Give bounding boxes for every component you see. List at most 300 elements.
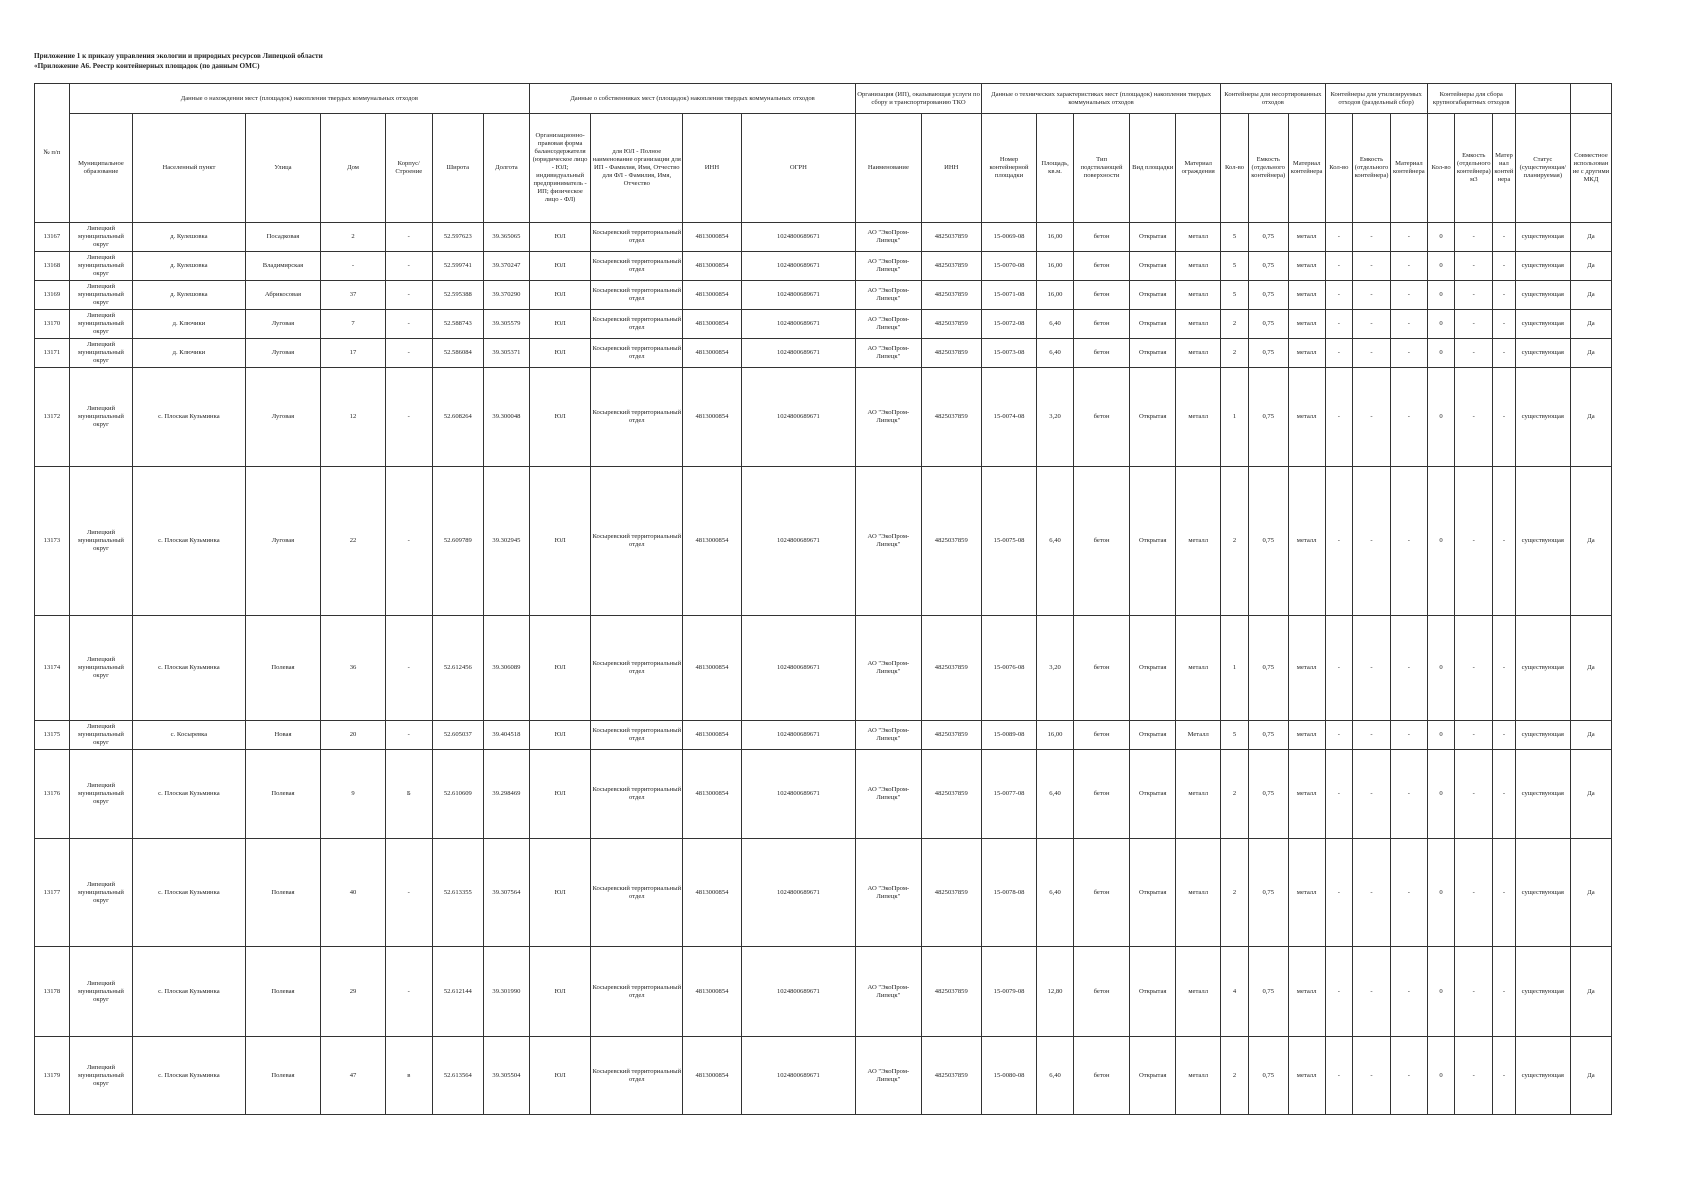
cell-mun: Липецкий муниципальный округ [69,339,132,368]
cell-form: ЮЛ [529,1037,590,1115]
cell-rm: - [1390,339,1427,368]
cell-uc: 5 [1221,721,1249,750]
col-recycled-material: Материал контейнера [1390,114,1427,223]
cell-op: АО "ЭкоПром-Липецк" [856,281,921,310]
cell-fence: металл [1176,467,1221,616]
cell-lat: 52.588743 [432,310,483,339]
col-unsorted-material: Материал контейнера [1288,114,1325,223]
cell-fence: металл [1176,616,1221,721]
table-row [35,368,1612,467]
cell-rm: - [1390,616,1427,721]
title-line-1: Приложение 1 к приказу управления экологии и природных ресурсов Липецкой области [34,52,323,60]
cell-rv: - [1353,339,1391,368]
cell-status: существующая [1515,281,1570,310]
cell-form: ЮЛ [529,721,590,750]
cell-set: д. Кулешовка [133,281,245,310]
cell-street: Луговая [245,368,321,467]
cell-street: Полевая [245,1037,321,1115]
cell-site: 15-0089-08 [981,721,1036,750]
cell-rv: - [1353,721,1391,750]
cell-set: с. Косыревка [133,721,245,750]
cell-uv: 0,75 [1248,310,1288,339]
cell-um: металл [1288,368,1325,467]
cell-bv: - [1455,223,1493,252]
cell-type: Открытая [1130,721,1176,750]
cell-ogrn: 1024800689671 [741,223,856,252]
cell-surf: бетон [1073,750,1129,839]
cell-site: 15-0080-08 [981,1037,1036,1115]
cell-uc: 5 [1221,281,1249,310]
cell-surf: бетон [1073,947,1129,1037]
group-tech: Данные о технических характеристиках мест (площадок) накопления твердых коммунальных отходов [981,84,1220,114]
cell-shared: Да [1570,616,1611,721]
cell-lat: 52.597623 [432,223,483,252]
cell-bv: - [1455,750,1493,839]
cell-um: металл [1288,281,1325,310]
cell-bld: - [385,947,432,1037]
cell-rc: - [1325,616,1353,721]
col-surface: Тип подстилающей поверхности [1073,114,1129,223]
cell-set: д. Ключики [133,310,245,339]
cell-owner: Косыревский территориальный отдел [591,616,683,721]
cell-bv: - [1455,252,1493,281]
cell-op: АО "ЭкоПром-Липецк" [856,368,921,467]
cell-street: Полевая [245,839,321,947]
cell-op: АО "ЭкоПром-Липецк" [856,721,921,750]
cell-fence: металл [1176,223,1221,252]
col-latitude: Широта [432,114,483,223]
cell-area: 6,40 [1037,339,1074,368]
col-bulky-count: Кол-во [1427,114,1455,223]
cell-bc: 0 [1427,223,1455,252]
cell-uv: 0,75 [1248,1037,1288,1115]
cell-um: металл [1288,721,1325,750]
cell-n: 13175 [35,721,70,750]
cell-opinn: 4825037859 [921,310,981,339]
document-title [34,52,323,71]
cell-rv: - [1353,281,1391,310]
cell-bc: 0 [1427,839,1455,947]
cell-status: существующая [1515,839,1570,947]
cell-shared: Да [1570,368,1611,467]
cell-mun: Липецкий муниципальный округ [69,252,132,281]
cell-form: ЮЛ [529,839,590,947]
table-row [35,839,1612,947]
cell-mun: Липецкий муниципальный округ [69,467,132,616]
cell-form: ЮЛ [529,223,590,252]
cell-uv: 0,75 [1248,281,1288,310]
cell-lon: 39.305579 [483,310,529,339]
cell-house: 12 [321,368,385,467]
cell-lon: 39.306089 [483,616,529,721]
cell-status: существующая [1515,947,1570,1037]
cell-um: металл [1288,750,1325,839]
cell-street: Луговая [245,310,321,339]
cell-street: Абрикосовая [245,281,321,310]
cell-type: Открытая [1130,839,1176,947]
cell-uv: 0,75 [1248,467,1288,616]
cell-n: 13174 [35,616,70,721]
cell-area: 6,40 [1037,310,1074,339]
cell-shared: Да [1570,281,1611,310]
cell-bv: - [1455,721,1493,750]
cell-op: АО "ЭкоПром-Липецк" [856,750,921,839]
cell-form: ЮЛ [529,947,590,1037]
cell-opinn: 4825037859 [921,281,981,310]
cell-ogrn: 1024800689671 [741,310,856,339]
cell-form: ЮЛ [529,281,590,310]
col-area: Площадь, кв.м. [1037,114,1074,223]
cell-uc: 1 [1221,616,1249,721]
cell-owner: Косыревский территориальный отдел [591,368,683,467]
cell-rm: - [1390,467,1427,616]
cell-site: 15-0069-08 [981,223,1036,252]
cell-fence: Металл [1176,721,1221,750]
cell-mun: Липецкий муниципальный округ [69,721,132,750]
cell-uv: 0,75 [1248,947,1288,1037]
col-legal-form: Организационно-правовая форма балансодержателя (юридическое лицо - ЮЛ; индивидуальный предприниматель - ИП; физическое лицо - ФЛ) [529,114,590,223]
cell-set: с. Плоская Кузьминка [133,947,245,1037]
cell-um: металл [1288,947,1325,1037]
cell-type: Открытая [1130,223,1176,252]
cell-uv: 0,75 [1248,721,1288,750]
group-unsorted: Контейнеры для несортированных отходов [1221,84,1325,114]
cell-lon: 39.370290 [483,281,529,310]
cell-rc: - [1325,750,1353,839]
cell-set: с. Плоская Кузьминка [133,1037,245,1115]
cell-form: ЮЛ [529,467,590,616]
cell-area: 3,20 [1037,368,1074,467]
cell-rc: - [1325,1037,1353,1115]
cell-bm: - [1493,750,1516,839]
cell-mun: Липецкий муниципальный округ [69,310,132,339]
cell-uc: 2 [1221,1037,1249,1115]
cell-rm: - [1390,281,1427,310]
cell-n: 13168 [35,252,70,281]
cell-lon: 39.302945 [483,467,529,616]
cell-set: с. Плоская Кузьминка [133,616,245,721]
cell-uv: 0,75 [1248,223,1288,252]
cell-form: ЮЛ [529,252,590,281]
group-recycled: Контейнеры для утилизируемых отходов (раздельный сбор) [1325,84,1427,114]
cell-n: 13169 [35,281,70,310]
col-operator-inn: ИНН [921,114,981,223]
cell-op: АО "ЭкоПром-Липецк" [856,947,921,1037]
cell-lat: 52.599741 [432,252,483,281]
cell-type: Открытая [1130,252,1176,281]
col-inn: ИНН [683,114,741,223]
cell-lat: 52.613564 [432,1037,483,1115]
col-unsorted-count: Кол-во [1221,114,1249,223]
cell-rc: - [1325,310,1353,339]
cell-rm: - [1390,252,1427,281]
cell-n: 13178 [35,947,70,1037]
cell-lat: 52.613355 [432,839,483,947]
cell-rm: - [1390,721,1427,750]
cell-rv: - [1353,616,1391,721]
cell-rv: - [1353,368,1391,467]
cell-type: Открытая [1130,339,1176,368]
table-row [35,616,1612,721]
cell-bc: 0 [1427,339,1455,368]
cell-lat: 52.612144 [432,947,483,1037]
cell-house: 29 [321,947,385,1037]
cell-bld: - [385,223,432,252]
cell-fence: металл [1176,310,1221,339]
cell-um: металл [1288,252,1325,281]
cell-house: 2 [321,223,385,252]
cell-lon: 39.305504 [483,1037,529,1115]
cell-rm: - [1390,1037,1427,1115]
cell-area: 16,00 [1037,252,1074,281]
cell-lon: 39.307564 [483,839,529,947]
cell-uc: 2 [1221,310,1249,339]
cell-surf: бетон [1073,223,1129,252]
cell-opinn: 4825037859 [921,947,981,1037]
cell-rm: - [1390,947,1427,1037]
col-house: Дом [321,114,385,223]
col-street: Улица [245,114,321,223]
cell-mun: Липецкий муниципальный округ [69,1037,132,1115]
registry-body [35,223,1612,1115]
cell-lat: 52.609789 [432,467,483,616]
cell-surf: бетон [1073,839,1129,947]
table-row [35,721,1612,750]
cell-bld: - [385,721,432,750]
cell-bc: 0 [1427,750,1455,839]
cell-surf: бетон [1073,1037,1129,1115]
cell-op: АО "ЭкоПром-Липецк" [856,223,921,252]
cell-house: 17 [321,339,385,368]
cell-status: существующая [1515,223,1570,252]
cell-type: Открытая [1130,750,1176,839]
cell-bc: 0 [1427,467,1455,616]
cell-bm: - [1493,339,1516,368]
cell-owner: Косыревский территориальный отдел [591,947,683,1037]
cell-area: 16,00 [1037,721,1074,750]
cell-bm: - [1493,947,1516,1037]
cell-street: Посадковая [245,223,321,252]
cell-inn: 4813000854 [683,839,741,947]
cell-op: АО "ЭкоПром-Липецк" [856,616,921,721]
cell-type: Открытая [1130,368,1176,467]
cell-type: Открытая [1130,1037,1176,1115]
cell-uc: 2 [1221,839,1249,947]
cell-house: 36 [321,616,385,721]
cell-street: Полевая [245,616,321,721]
col-operator-name: Наименование [856,114,921,223]
cell-opinn: 4825037859 [921,467,981,616]
cell-lon: 39.404518 [483,721,529,750]
cell-house: - [321,252,385,281]
cell-op: АО "ЭкоПром-Липецк" [856,1037,921,1115]
cell-uv: 0,75 [1248,839,1288,947]
title-line-2: «Приложение А6. Реестр контейнерных площадок (по данным ОМС) [34,61,260,70]
cell-rc: - [1325,839,1353,947]
cell-uv: 0,75 [1248,616,1288,721]
cell-rm: - [1390,368,1427,467]
col-bulky-volume: Емкость (отдельного контейнера) м3 [1455,114,1493,223]
cell-bc: 0 [1427,1037,1455,1115]
cell-site: 15-0071-08 [981,281,1036,310]
col-recycled-count: Кол-во [1325,114,1353,223]
cell-street: Владимирская [245,252,321,281]
cell-bld: - [385,339,432,368]
cell-bm: - [1493,839,1516,947]
cell-inn: 4813000854 [683,252,741,281]
cell-form: ЮЛ [529,750,590,839]
cell-surf: бетон [1073,252,1129,281]
cell-type: Открытая [1130,947,1176,1037]
cell-bc: 0 [1427,947,1455,1037]
cell-surf: бетон [1073,339,1129,368]
cell-area: 6,40 [1037,1037,1074,1115]
cell-set: с. Плоская Кузьминка [133,467,245,616]
cell-bv: - [1455,467,1493,616]
cell-rv: - [1353,947,1391,1037]
cell-n: 13171 [35,339,70,368]
cell-area: 16,00 [1037,223,1074,252]
cell-ogrn: 1024800689671 [741,750,856,839]
cell-bld: - [385,310,432,339]
cell-bld: - [385,252,432,281]
cell-shared: Да [1570,339,1611,368]
cell-mun: Липецкий муниципальный округ [69,750,132,839]
cell-shared: Да [1570,223,1611,252]
cell-opinn: 4825037859 [921,750,981,839]
table-row [35,223,1612,252]
table-row [35,750,1612,839]
cell-ogrn: 1024800689671 [741,721,856,750]
col-municipality: Муниципальное образование [69,114,132,223]
cell-status: существующая [1515,467,1570,616]
cell-fence: металл [1176,1037,1221,1115]
cell-surf: бетон [1073,310,1129,339]
cell-lon: 39.365065 [483,223,529,252]
cell-op: АО "ЭкоПром-Липецк" [856,310,921,339]
cell-status: существующая [1515,721,1570,750]
cell-rv: - [1353,839,1391,947]
cell-site: 15-0073-08 [981,339,1036,368]
cell-house: 7 [321,310,385,339]
col-owner-name: для ЮЛ - Полное наименование организации для ИП - Фамилия, Имя, Отчество для ФЛ - Фамилия, Имя, Отчество [591,114,683,223]
cell-house: 9 [321,750,385,839]
cell-status: существующая [1515,1037,1570,1115]
cell-area: 6,40 [1037,467,1074,616]
cell-rv: - [1353,223,1391,252]
cell-site: 15-0079-08 [981,947,1036,1037]
cell-area: 12,80 [1037,947,1074,1037]
table-row [35,1037,1612,1115]
cell-ogrn: 1024800689671 [741,839,856,947]
cell-type: Открытая [1130,310,1176,339]
container-sites-registry-table [34,83,1612,1115]
cell-site: 15-0077-08 [981,750,1036,839]
cell-owner: Косыревский территориальный отдел [591,1037,683,1115]
table-row [35,281,1612,310]
cell-set: с. Плоская Кузьминка [133,368,245,467]
col-recycled-volume: Емкость (отдельного контейнера) [1353,114,1391,223]
cell-lon: 39.300048 [483,368,529,467]
cell-fence: металл [1176,339,1221,368]
group-bulky: Контейнеры для сбора крупногабаритных отходов [1427,84,1515,114]
cell-shared: Да [1570,467,1611,616]
cell-uc: 2 [1221,339,1249,368]
cell-bc: 0 [1427,721,1455,750]
cell-inn: 4813000854 [683,310,741,339]
group-blank-1 [1515,84,1570,114]
cell-status: существующая [1515,310,1570,339]
cell-bc: 0 [1427,281,1455,310]
cell-mun: Липецкий муниципальный округ [69,281,132,310]
cell-uc: 1 [1221,368,1249,467]
cell-um: металл [1288,1037,1325,1115]
cell-uv: 0,75 [1248,368,1288,467]
cell-bld: - [385,839,432,947]
cell-inn: 4813000854 [683,281,741,310]
cell-um: металл [1288,310,1325,339]
cell-bm: - [1493,310,1516,339]
cell-bv: - [1455,339,1493,368]
cell-set: с. Плоская Кузьминка [133,750,245,839]
cell-opinn: 4825037859 [921,252,981,281]
table-row [35,339,1612,368]
cell-n: 13179 [35,1037,70,1115]
cell-fence: металл [1176,750,1221,839]
cell-rc: - [1325,721,1353,750]
col-bulky-material: Материал контейнера [1493,114,1516,223]
cell-bm: - [1493,252,1516,281]
col-status: Статус (существующая/планируемая) [1515,114,1570,223]
cell-um: металл [1288,467,1325,616]
cell-mun: Липецкий муниципальный округ [69,616,132,721]
cell-inn: 4813000854 [683,1037,741,1115]
cell-status: существующая [1515,252,1570,281]
cell-rv: - [1353,310,1391,339]
cell-bld: - [385,616,432,721]
cell-bm: - [1493,223,1516,252]
cell-mun: Липецкий муниципальный округ [69,839,132,947]
cell-op: АО "ЭкоПром-Липецк" [856,252,921,281]
cell-uc: 2 [1221,467,1249,616]
cell-site: 15-0072-08 [981,310,1036,339]
cell-opinn: 4825037859 [921,339,981,368]
table-row [35,310,1612,339]
cell-bld: в [385,1037,432,1115]
cell-inn: 4813000854 [683,750,741,839]
col-shared: Совместное использование с другими МКД [1570,114,1611,223]
cell-site: 15-0070-08 [981,252,1036,281]
cell-ogrn: 1024800689671 [741,1037,856,1115]
cell-uc: 5 [1221,223,1249,252]
cell-fence: металл [1176,947,1221,1037]
cell-um: металл [1288,839,1325,947]
cell-bc: 0 [1427,252,1455,281]
cell-set: д. Кулешовка [133,223,245,252]
cell-inn: 4813000854 [683,721,741,750]
cell-bm: - [1493,467,1516,616]
cell-um: металл [1288,223,1325,252]
cell-rm: - [1390,750,1427,839]
cell-bm: - [1493,721,1516,750]
col-longitude: Долгота [483,114,529,223]
cell-ogrn: 1024800689671 [741,368,856,467]
cell-bv: - [1455,947,1493,1037]
cell-owner: Косыревский территориальный отдел [591,339,683,368]
cell-bv: - [1455,616,1493,721]
cell-n: 13172 [35,368,70,467]
cell-set: с. Плоская Кузьминка [133,839,245,947]
